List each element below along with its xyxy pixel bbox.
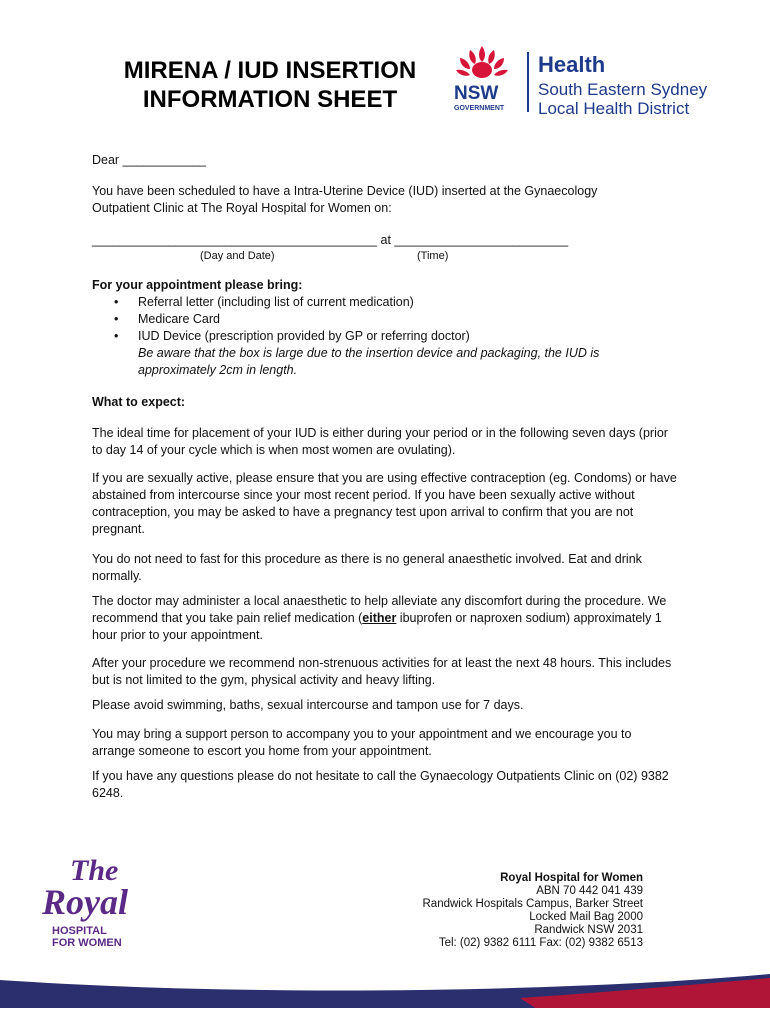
footer-phone: Tel: (02) 9382 6111 Fax: (02) 9382 6513 <box>438 937 643 949</box>
footer-address <box>423 872 644 950</box>
date-label: (Day and Date) <box>200 250 275 262</box>
logo-district-line-1: South Eastern Sydney <box>538 80 708 99</box>
logo-the-text: The <box>70 854 119 887</box>
time-label: (Time) <box>417 250 449 262</box>
wave-bottom-margin <box>0 1008 770 1024</box>
expect-paragraph-7: You may bring a support person to accompany you to your appointment and we encourage you to arrange someone to escort you home from your appointment. <box>92 727 632 758</box>
bring-list <box>92 294 652 345</box>
logo-divider <box>527 52 529 112</box>
footer-org: Royal Hospital for Women <box>500 872 643 884</box>
p4-part-b: ibuprofen or naproxen sodium) approximately 1 hour prior to your appointment. <box>92 611 662 642</box>
appointment-line: _________________________________________ at _________________________ <box>92 233 569 247</box>
government-text: GOVERNMENT <box>454 105 505 112</box>
bring-note: Be aware that the box is large due to the insertion device and packaging, the IUD is approximately 2cm in length. <box>138 346 600 377</box>
intro-paragraph: You have been scheduled to have a Intra-Uterine Device (IUD) inserted at the Gynaecology Outpatient Clinic at The Royal Hospital for Women on: <box>92 184 598 215</box>
bring-heading: For your appointment please bring: <box>92 278 303 292</box>
footer-wave <box>0 968 770 1024</box>
logo-hospital-text: HOSPITAL <box>52 925 107 937</box>
footer-abn: ABN 70 442 041 439 <box>536 885 643 897</box>
nsw-text: NSW <box>454 83 499 104</box>
bring-section <box>92 277 652 379</box>
logo-district-line-2: Local Health District <box>538 99 690 118</box>
page-title <box>95 56 445 114</box>
expect-paragraph-1: The ideal time for placement of your IUD is either during your period or in the following seven days (prior to day 14 of your cycle which is when most women are ovulating). <box>92 426 668 457</box>
list-item: • IUD Device (prescription provided by GP or referring doctor) <box>92 328 652 345</box>
logo-royal-text: Royal <box>42 882 128 922</box>
nsw-waratah-logo <box>452 44 537 114</box>
expect-paragraph-4 <box>92 593 677 644</box>
logo-district-text <box>538 80 707 118</box>
list-item: • Referral letter (including list of current medication) <box>92 294 652 311</box>
expect-paragraph-8: If you have any questions please do not hesitate to call the Gynaecology Outpatients Clinic on (02) 9382 6248. <box>92 769 669 800</box>
p4-part-a: The doctor may administer a local anaesthetic to help alleviate any discomfort during the procedure. We recommend that you take pain relief medication ( <box>92 594 667 625</box>
expect-heading: What to expect: <box>92 395 186 409</box>
royal-hospital-logo <box>40 850 150 950</box>
list-item: • Medicare Card <box>92 311 652 328</box>
greeting: Dear ____________ <box>92 153 206 167</box>
expect-paragraph-2: If you are sexually active, please ensure that you are using effective contraception (eg. Condoms) or have abstained from intercourse since your most recent period. If you have been sexually active without contraception, you may be asked to have a pregnancy test upon arrival to confirm that you are not pregnant. <box>92 471 677 536</box>
p4-either: either <box>362 611 397 625</box>
expect-paragraph-6: Please avoid swimming, baths, sexual intercourse and tampon use for 7 days. <box>92 698 524 712</box>
expect-paragraph-5: After your procedure we recommend non-strenuous activities for at least the next 48 hours. This includes but is not limited to the gym, physical activity and heavy lifting. <box>92 656 672 687</box>
expect-paragraph-3: You do not need to fast for this procedure as there is no general anaesthetic involved. Eat and drink normally. <box>92 552 642 583</box>
footer-campus: Randwick Hospitals Campus, Barker Street <box>422 898 643 910</box>
logo-health-text: Health <box>538 52 606 77</box>
logo-for-women-text: FOR WOMEN <box>52 937 122 949</box>
footer-city: Randwick NSW 2031 <box>534 924 643 936</box>
footer-bag: Locked Mail Bag 2000 <box>529 911 643 923</box>
title-line-2: INFORMATION SHEET <box>142 86 398 113</box>
title-line-1: MIRENA / IUD INSERTION <box>123 57 417 84</box>
